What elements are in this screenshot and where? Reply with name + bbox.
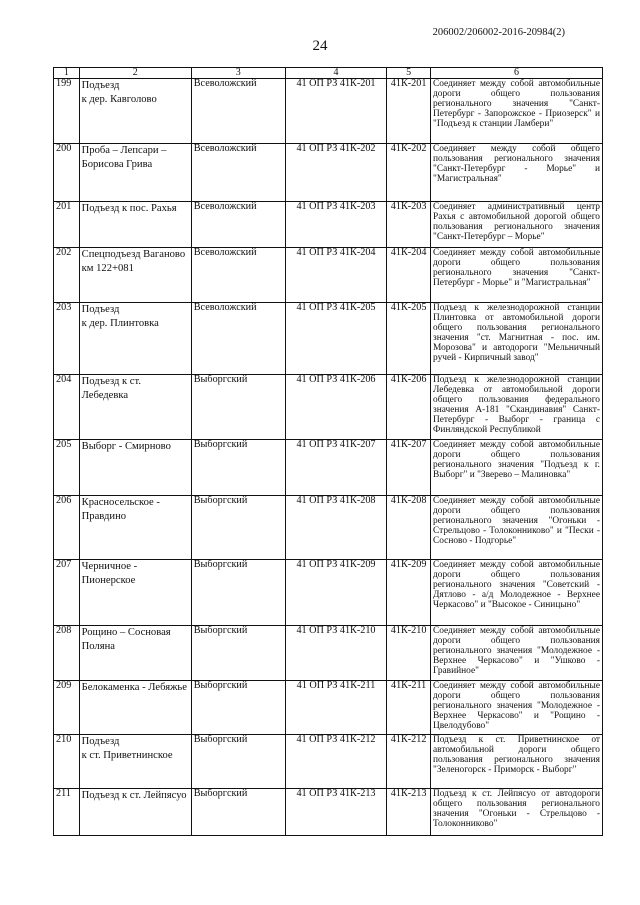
column-header-1: 1 bbox=[54, 68, 80, 79]
road-description: Соединяет между собой автомобильные дороги общего пользования регионального значения "Молодежное - Верхнее Черкасово" и "Рощино - Цвелодубово" bbox=[431, 681, 603, 735]
column-header-4: 4 bbox=[285, 68, 386, 79]
road-description: Подъезд к железнодорожной станции Лебедевка от автомобильной дороги общего пользования федерального значения А-181 "Скандинавия" Санкт-Петербург - Выборг - граница с Финляндской Республикой bbox=[431, 375, 603, 440]
table-row bbox=[54, 248, 603, 303]
row-number: 211 bbox=[54, 789, 80, 836]
district-name: Выборгский bbox=[191, 560, 285, 626]
table-row bbox=[54, 202, 603, 248]
row-number: 199 bbox=[54, 79, 80, 144]
row-number: 206 bbox=[54, 496, 80, 560]
district-name: Выборгский bbox=[191, 681, 285, 735]
road-description: Соединяет между собой автомобильные дороги общего пользования регионального значения "Санкт-Петербург - Морье" и "Магистральная" bbox=[431, 248, 603, 303]
district-name: Выборгский bbox=[191, 735, 285, 789]
district-name: Всеволожский bbox=[191, 248, 285, 303]
header-row bbox=[54, 68, 603, 79]
row-number: 201 bbox=[54, 202, 80, 248]
roads-table bbox=[53, 67, 603, 836]
row-number: 202 bbox=[54, 248, 80, 303]
road-name: Красносельское - Правдино bbox=[79, 496, 191, 560]
table-row bbox=[54, 789, 603, 836]
road-short-code: 41К-206 bbox=[387, 375, 431, 440]
road-name: Подъезд к пос. Рахья bbox=[79, 202, 191, 248]
road-description: Подъезд к ст. Лейпясуо от автодороги общего пользования регионального значения "Огоньки - Стрельцово - Толоконниково" bbox=[431, 789, 603, 836]
road-short-code: 41К-203 bbox=[387, 202, 431, 248]
road-short-code: 41К-211 bbox=[387, 681, 431, 735]
district-name: Выборгский bbox=[191, 626, 285, 681]
column-header-2: 2 bbox=[79, 68, 191, 79]
road-short-code: 41К-210 bbox=[387, 626, 431, 681]
column-header-3: 3 bbox=[191, 68, 285, 79]
road-description: Соединяет между собой автомобильные дороги общего пользования регионального значения "Молодежное - Верхнее Черкасово" и "Ушково - Гравийное" bbox=[431, 626, 603, 681]
row-number: 200 bbox=[54, 144, 80, 202]
road-name: Спецподъезд Ваганово км 122+081 bbox=[79, 248, 191, 303]
table-row bbox=[54, 681, 603, 735]
road-code: 41 ОП РЗ 41К-210 bbox=[285, 626, 386, 681]
road-code: 41 ОП РЗ 41К-209 bbox=[285, 560, 386, 626]
road-name: Подъезд к дер. Кавголово bbox=[79, 79, 191, 144]
road-code: 41 ОП РЗ 41К-202 bbox=[285, 144, 386, 202]
road-code: 41 ОП РЗ 41К-213 bbox=[285, 789, 386, 836]
district-name: Всеволожский bbox=[191, 79, 285, 144]
road-code: 41 ОП РЗ 41К-203 bbox=[285, 202, 386, 248]
road-description: Соединяет административный центр Рахья с автомобильной дорогой общего пользования регионального значения "Санкт-Петербург – Морье" bbox=[431, 202, 603, 248]
district-name: Всеволожский bbox=[191, 144, 285, 202]
table-row bbox=[54, 144, 603, 202]
road-name: Проба – Лепсари – Борисова Грива bbox=[79, 144, 191, 202]
road-short-code: 41К-209 bbox=[387, 560, 431, 626]
row-number: 204 bbox=[54, 375, 80, 440]
row-number: 209 bbox=[54, 681, 80, 735]
table-row bbox=[54, 735, 603, 789]
road-short-code: 41К-205 bbox=[387, 303, 431, 375]
road-short-code: 41К-204 bbox=[387, 248, 431, 303]
road-description: Соединяет между собой автомобильные дороги общего пользования регионального значения "Санкт-Петербург - Запорожское - Приозерск" и "Подъезд к станции Ламбери" bbox=[431, 79, 603, 144]
table-header bbox=[54, 68, 603, 79]
table-row bbox=[54, 79, 603, 144]
column-header-6: 6 bbox=[431, 68, 603, 79]
road-name: Черничное - Пионерское bbox=[79, 560, 191, 626]
road-name: Подъезд к ст. Лейпясуо bbox=[79, 789, 191, 836]
row-number: 210 bbox=[54, 735, 80, 789]
road-name: Подъезд к ст. Лебедевка bbox=[79, 375, 191, 440]
road-description: Подъезд к железнодорожной станции Плинтовка от автомобильной дороги общего пользования регионального значения "ст. Магнитная - пос. им. Морозова" и автодороги "Мельничный ручей - Кирпичный завод" bbox=[431, 303, 603, 375]
table-row bbox=[54, 440, 603, 496]
road-name: Рощино – Сосновая Поляна bbox=[79, 626, 191, 681]
page-number: 24 bbox=[312, 38, 328, 54]
row-number: 203 bbox=[54, 303, 80, 375]
column-header-5: 5 bbox=[387, 68, 431, 79]
road-description: Подъезд к ст. Приветнинское от автомобильной дороги общего пользования регионального значения "Зеленогорск - Приморск - Выборг" bbox=[431, 735, 603, 789]
road-code: 41 ОП РЗ 41К-204 bbox=[285, 248, 386, 303]
road-short-code: 41К-201 bbox=[387, 79, 431, 144]
road-name: Выборг - Смирново bbox=[79, 440, 191, 496]
row-number: 207 bbox=[54, 560, 80, 626]
road-code: 41 ОП РЗ 41К-207 bbox=[285, 440, 386, 496]
district-name: Выборгский bbox=[191, 789, 285, 836]
road-name: Подъезд к дер. Плинтовка bbox=[79, 303, 191, 375]
road-short-code: 41К-207 bbox=[387, 440, 431, 496]
table-row bbox=[54, 496, 603, 560]
district-name: Выборгский bbox=[191, 375, 285, 440]
table-row bbox=[54, 303, 603, 375]
road-code: 41 ОП РЗ 41К-201 bbox=[285, 79, 386, 144]
table-row bbox=[54, 375, 603, 440]
road-description: Соединяет между собой автомобильные дороги общего пользования регионального значения "Подъезд к г. Выборг" и "Зверево – Малиновка" bbox=[431, 440, 603, 496]
road-code: 41 ОП РЗ 41К-206 bbox=[285, 375, 386, 440]
road-short-code: 41К-212 bbox=[387, 735, 431, 789]
row-number: 205 bbox=[54, 440, 80, 496]
road-short-code: 41К-202 bbox=[387, 144, 431, 202]
road-code: 41 ОП РЗ 41К-208 bbox=[285, 496, 386, 560]
road-code: 41 ОП РЗ 41К-205 bbox=[285, 303, 386, 375]
road-code: 41 ОП РЗ 41К-212 bbox=[285, 735, 386, 789]
road-code: 41 ОП РЗ 41К-211 bbox=[285, 681, 386, 735]
table-row bbox=[54, 560, 603, 626]
table-row bbox=[54, 626, 603, 681]
district-name: Выборгский bbox=[191, 440, 285, 496]
table-body bbox=[54, 79, 603, 836]
road-name: Подъезд к ст. Приветнинское bbox=[79, 735, 191, 789]
road-description: Соединяет между собой общего пользования регионального значения "Санкт-Петербург - Морье" и "Магистральная" bbox=[431, 144, 603, 202]
road-short-code: 41К-213 bbox=[387, 789, 431, 836]
document-number: 206002/206002-2016-20984(2) bbox=[432, 27, 565, 38]
road-name: Белокаменка - Лебяжье bbox=[79, 681, 191, 735]
road-description: Соединяет между собой автомобильные дороги общего пользования регионального значения "Советский - Дятлово - а/д Молодежное - Верхнее Черкасово" и "Высокое - Синицыно" bbox=[431, 560, 603, 626]
district-name: Всеволожский bbox=[191, 202, 285, 248]
row-number: 208 bbox=[54, 626, 80, 681]
district-name: Всеволожский bbox=[191, 303, 285, 375]
road-short-code: 41К-208 bbox=[387, 496, 431, 560]
district-name: Выборгский bbox=[191, 496, 285, 560]
road-description: Соединяет между собой автомобильные дороги общего пользования регионального значения "Огоньки - Стрельцово - Толоконниково" и "Пески - Сосново - Подгорье" bbox=[431, 496, 603, 560]
